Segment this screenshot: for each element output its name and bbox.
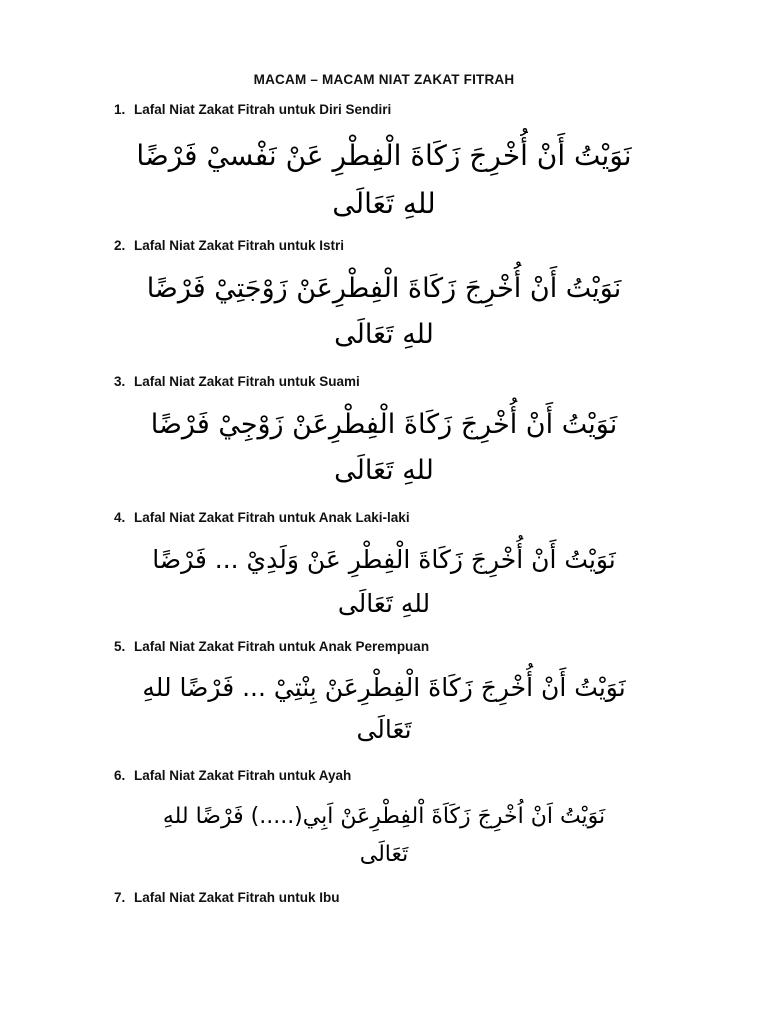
arabic-line-1: نَوَيْتُ أَنْ أُخْرِجَ زَكَاةَ الْفِطْرِ عَنْ وَلَدِيْ ... فَرْضًا bbox=[152, 545, 616, 574]
arabic-line-1: نَوَيْتُ أَنْ أُخْرِجَ زَكَاةَ الْفِطْرِعَنْ بِنْتِيْ ... فَرْضًا للهِ bbox=[142, 673, 626, 702]
item-heading-text: Lafal Niat Zakat Fitrah untuk Anak Laki-laki bbox=[134, 510, 410, 525]
arabic-line-1: نَوَيْتُ أَنْ أُخْرِجَ زَكَاةَ الْفِطْرِعَنْ زَوْجِيْ فَرْضًا bbox=[150, 409, 618, 440]
arabic-line-2: تَعَالَى bbox=[359, 842, 409, 867]
item-heading-text: Lafal Niat Zakat Fitrah untuk Suami bbox=[134, 374, 360, 389]
item-number: 7. bbox=[114, 890, 126, 905]
arabic-line-1: نَوَيْتُ اَنْ اُخْرِجَ زَكَاَةَ اْلفِطْرِعَنْ اَبِي(.....) فَرْضًا للهِ bbox=[162, 804, 606, 829]
item-heading bbox=[114, 238, 344, 253]
item-heading bbox=[114, 374, 360, 389]
document-title: MACAM – MACAM NIAT ZAKAT FITRAH bbox=[253, 72, 515, 87]
item-number: 4. bbox=[114, 510, 126, 525]
item-number: 3. bbox=[114, 374, 126, 389]
item-number: 5. bbox=[114, 639, 126, 654]
item-heading-text: Lafal Niat Zakat Fitrah untuk Istri bbox=[134, 238, 345, 253]
item-heading bbox=[114, 639, 429, 654]
arabic-text bbox=[84, 132, 684, 228]
arabic-line-1: نَوَيْتُ أَنْ أُخْرِجَ زَكَاةَ الْفِطْرِعَنْ زَوْجَتِيْ فَرْضًا bbox=[146, 273, 622, 304]
item-heading bbox=[114, 768, 351, 783]
arabic-line-2: تَعَالَى bbox=[356, 715, 412, 744]
arabic-line-1: نَوَيْتُ أَنْ أُخْرِجَ زَكَاةَ الْفِطْرِ عَنْ نَفْسيْ فَرْضًا bbox=[136, 139, 632, 172]
arabic-text bbox=[84, 798, 684, 874]
arabic-text bbox=[84, 538, 684, 626]
arabic-line-2: للهِ تَعَالَى bbox=[334, 455, 434, 486]
item-heading-text: Lafal Niat Zakat Fitrah untuk Anak Perempuan bbox=[134, 639, 430, 654]
item-heading bbox=[114, 102, 391, 117]
item-heading bbox=[114, 510, 410, 525]
item-number: 1. bbox=[114, 102, 126, 117]
item-heading bbox=[114, 890, 340, 905]
item-heading-text: Lafal Niat Zakat Fitrah untuk Ibu bbox=[134, 890, 340, 905]
arabic-text bbox=[84, 266, 684, 358]
item-number: 2. bbox=[114, 238, 126, 253]
item-number: 6. bbox=[114, 768, 126, 783]
arabic-text bbox=[84, 667, 684, 751]
item-heading-text: Lafal Niat Zakat Fitrah untuk Diri Sendiri bbox=[134, 102, 392, 117]
arabic-line-2: للهِ تَعَالَى bbox=[337, 589, 431, 618]
item-heading-text: Lafal Niat Zakat Fitrah untuk Ayah bbox=[134, 768, 352, 783]
arabic-line-2: للهِ تَعَالَى bbox=[334, 319, 434, 350]
arabic-line-2: للهِ تَعَالَى bbox=[332, 187, 436, 220]
arabic-text bbox=[84, 402, 684, 494]
